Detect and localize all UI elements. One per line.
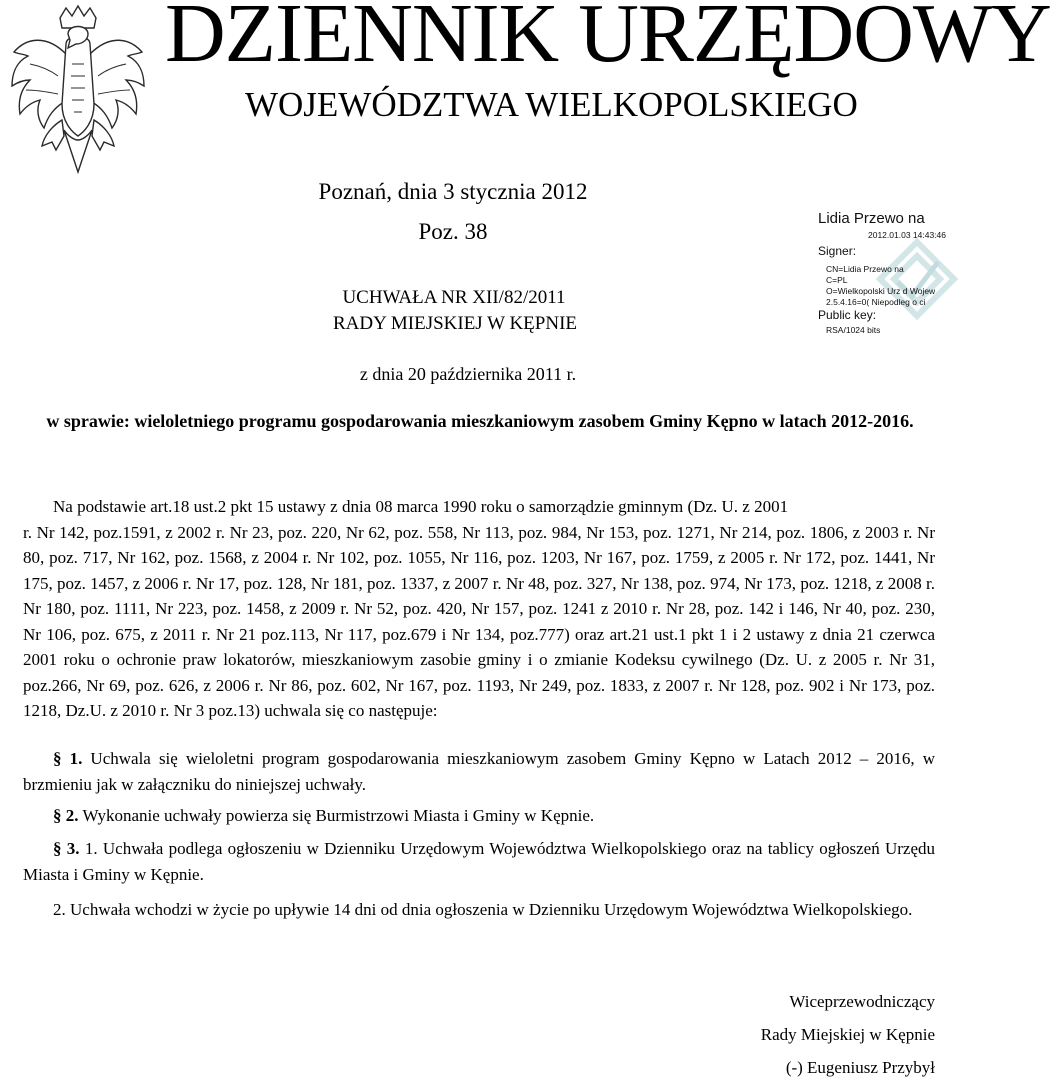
section-3-text: 1. Uchwała podlega ogłoszeniu w Dzienniku Urzędowym Województwa Wielkopolskiego oraz na tablicy ogłoszeń Urzędu Miasta i Gminy w Kępnie. <box>23 839 936 884</box>
signer-cn: CN=Lidia Przewo na <box>826 264 904 274</box>
legal-basis-paragraph <box>23 494 935 724</box>
act-date: z dnia 20 października 2011 r. <box>359 364 577 384</box>
section-3-mark: § 3. <box>53 839 80 858</box>
journal-title: DZIENNIK URZĘDOWY <box>165 0 1051 80</box>
signer-organization: O=Wielkopolski Urz d Wojew <box>826 286 936 296</box>
section-1-mark: § 1. <box>53 749 83 768</box>
section-2-text: Wykonanie uchwały powierza się Burmistrzowi Miasta i Gminy w Kępnie. <box>78 806 595 825</box>
council-name: RADY MIEJSKIEJ W KĘPNIE <box>332 313 577 334</box>
resolution-number: UCHWAŁA NR XII/82/2011 <box>342 287 566 308</box>
legal-basis-lead: Na podstawie art.18 ust.2 pkt 15 ustawy z dnia 08 marca 1990 roku o samorządzie gminnym (Dz. U. z 2001 <box>53 497 789 516</box>
signer-oid: 2.5.4.16=0( Niepodleg o ci <box>826 297 926 307</box>
public-key-value: RSA/1024 bits <box>826 325 881 335</box>
signatory-role: Wiceprzewodniczący <box>789 992 935 1011</box>
section-3-item-2: 2. Uchwała wchodzi w życie po upływie 14 dni od dnia ogłoszenia w Dzienniku Urzędowym Województwa Wielkopolskiego. <box>53 900 913 919</box>
publication-date: Poznań, dnia 3 stycznia 2012 <box>318 179 588 204</box>
signatory-body: Rady Miejskiej w Kępnie <box>760 1025 935 1044</box>
journal-subtitle: WOJEWÓDZTWA WIELKOPOLSKIEGO <box>245 85 858 124</box>
signature-check-icon <box>876 238 958 320</box>
resolution-subject: w sprawie: wieloletniego programu gospodarowania mieszkaniowym zasobem Gminy Kępno w latach 2012-2016. <box>46 411 914 431</box>
public-key-label: Public key: <box>818 308 877 322</box>
legal-basis-text: r. Nr 142, poz.1591, z 2002 r. Nr 23, poz. 220, Nr 62, poz. 558, Nr 113, poz. 984, Nr 153, poz. 1271, Nr 214, poz. 1806, z 2003 r. Nr 80, poz. 717, Nr 162, poz. 1568, z 2004 r. Nr 102, poz. 1055, Nr 116, poz. 1203, Nr 167, poz. 1759, z 2005 r. Nr 172, poz. 1441, Nr 175, poz. 1457, z 2006 r. Nr 17, poz. 128, Nr 181, poz. 1337, z 2007 r. Nr 48, poz. 327, Nr 138, poz. 974, Nr 173, poz. 1218, z 2008 r. Nr 180, poz. 1111, Nr 223, poz. 1458, z 2009 r. Nr 52, poz. 420, Nr 157, poz. 1241 z 2010 r. Nr 28, poz. 142 i 146, Nr 40, poz. 230, Nr 106, poz. 675, z 2011 r. Nr 21 poz.113, Nr 117, poz.679 i Nr 134, poz.777) oraz art.21 ust.1 pkt 1 i 2 ustawy z dnia 21 czerwca 2001 roku o ochronie praw lokatorów, mieszkaniowym zasobie gminy i o zmianie Kodeksu cywilnego (Dz. U. z 2005 r. Nr 31, poz.266, Nr 69, poz. 626, z 2006 r. Nr 86, poz. 602, Nr 167, poz. 1193, Nr 249, poz. 1833, z 2007 r. Nr 128, poz. 902 i Nr 173, poz. 1218, Dz.U. z 2010 r. Nr 3 poz.13) uchwala się co następuje: <box>23 522 935 720</box>
signatory-name: (-) Eugeniusz Przybył <box>785 1058 935 1077</box>
section-2-mark: § 2. <box>53 806 79 825</box>
signer-label: Signer: <box>818 244 857 258</box>
signature-block <box>635 985 935 1084</box>
signer-name: Lidia Przewo na <box>818 210 925 227</box>
signer-country: C=PL <box>826 275 848 285</box>
signature-timestamp: 2012.01.03 14:43:46 <box>868 230 946 240</box>
section-1 <box>23 746 935 797</box>
position-number: Poz. 38 <box>418 219 488 244</box>
white-eagle-emblem-icon <box>8 4 148 179</box>
section-1-text: Uchwala się wieloletni program gospodarowania mieszkaniowym zasobem Gminy Kępno w Latach 2012 – 2016, w brzmieniu jak w załączniku do niniejszej uchwały. <box>23 749 935 794</box>
section-3 <box>23 836 935 887</box>
section-2 <box>23 803 935 829</box>
digital-signature-box <box>816 206 956 340</box>
